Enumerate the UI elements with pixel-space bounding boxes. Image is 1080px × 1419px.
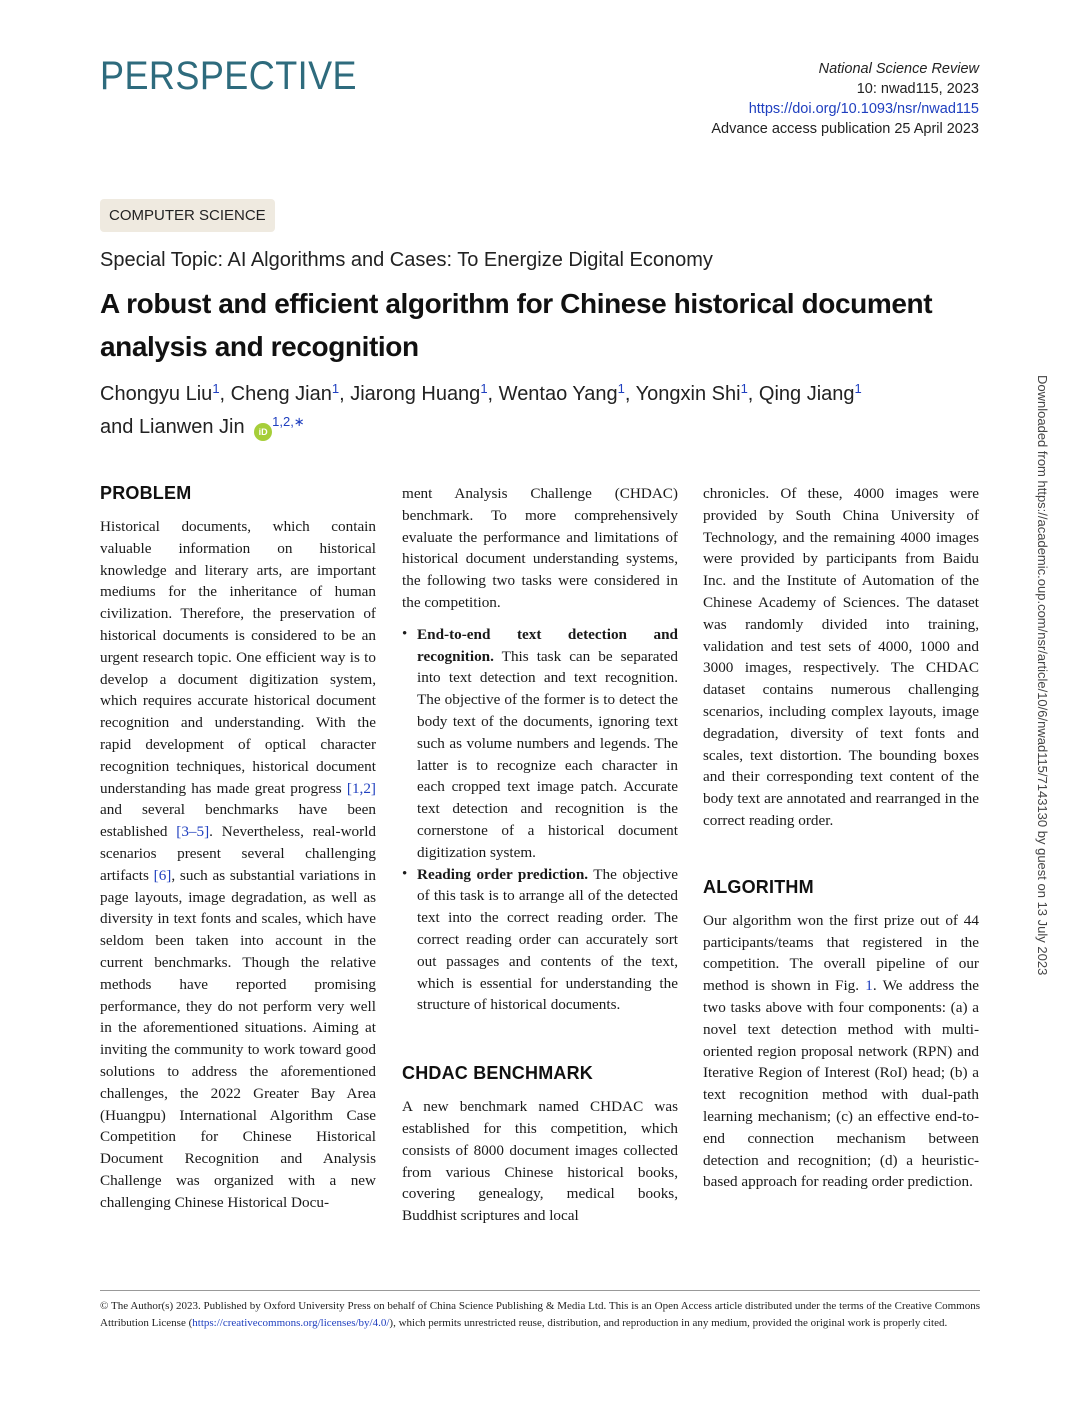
author[interactable]: Lianwen Jin $iD^{1,2,∗}$ [139, 416, 305, 438]
journal-name: National Science Review [818, 61, 979, 77]
column-1 [100, 480, 376, 1214]
algorithm-paragraph: Our algorithm won the first prize out of 44 participants/teams that registered in the competition. The overall pipeline of our method is shown in Fig. 1. We address the two tasks above with four components: (a) a novel text detection method with multi-oriented region proposal network (RPN) and Iterative Region of Interest (RoI) head; (b) a text recognition method with dual-path learning mechanism; (c) an effective end-to-end connection mechanism between detection and recognition; (d) a heuristic-based approach for reading order prediction. [703, 911, 979, 1191]
paper-title: A robust and efficient algorithm for Chinese historical document analysis and recognition [100, 288, 933, 362]
license-note: © The Author(s) 2023. Published by Oxford University Press on behalf of China Science Publishing & Media Ltd. This is an Open Access article distributed under the terms of the Creative Commons Attribution License (https://creativecommons.org/licenses/by/4.0/), which permits unrestricted reuse, distribution, and reproduction in any medium, provided the original work is properly cited. [100, 1300, 980, 1329]
volume-info: 10: nwad115, 2023 [856, 81, 979, 97]
benchmark-paragraph: A new benchmark named CHDAC was established for this competition, which consists of 8000 document images collected from various Chinese historical books, covering genealogy, medical books, Buddhist scriptures and local [402, 1098, 678, 1225]
list-item: • End-to-end text detection and recognition. This task can be separated into text detection and text recognition. The objective of the former is to detect the body text of the documents, ignoring text such as volume numbers and legends. The latter is to recognize each character in each cropped text image patch. Accurate text detection and recognition is the cornerstone of a historical document digitization system. [402, 624, 678, 864]
section-heading-benchmark: CHDAC BENCHMARK [402, 1063, 593, 1084]
license-link[interactable]: https://creativecommons.org/licenses/by/4.0/ [192, 1317, 390, 1329]
footer-divider [100, 1290, 980, 1291]
task-list [402, 624, 678, 1016]
citation-link[interactable]: [1,2] [346, 779, 376, 797]
doi-link[interactable]: https://doi.org/10.1093/nsr/nwad115 [748, 101, 979, 117]
article-type-label: PERSPECTIVE [100, 54, 358, 98]
column-3 [703, 483, 979, 1193]
author-list: Chongyu Liu$^1$, Cheng Jian$^1$, Jiarong Huang$^1$, Wentao Yang$^1$, Yongxin Shi$^1$, Qing Jiang$^1$ and Lianwen Jin $iD^{1,2,∗}$ [100, 378, 980, 444]
orcid-icon[interactable]: iD [254, 423, 272, 441]
benchmark-paragraph-continued: chronicles. Of these, 4000 images were provided by South China University of Technology, and the remaining 4000 images were provided by participants from Baidu Inc. and the Institute of Automation of the Chinese Academy of Sciences. The dataset was randomly divided into training, validation and test sets of 4000, 1000 and 3000 images, respectively. The CHDAC dataset contains numerous challenging scenarios, including complex layouts, image degradation, diversity of text fonts and scales, text distortion. The bounding boxes and their corresponding text content of the body text are annotated and rearranged in the correct reading order. [703, 485, 979, 829]
problem-paragraph: Historical documents, which contain valuable information on historical knowledge and literary arts, are important mediums for the inheritance of human civilization. Therefore, the preservation of historical documents is considered to be an urgent research topic. One efficient way is to develop a document digitization system, which requires accurate historical document recognition and understanding. With the rapid development of optical character recognition techniques, historical document understanding has made great progress [1,2] and several benchmarks have been established [3–5]. Nevertheless, real-world scenarios present several challenging artifacts [6], such as substantial variations in page layouts, image degradation, as well as diversity in text fonts and scales, which have seldom been taken into account in the current benchmarks. Though the relative methods have reported promising performance, they do not perform very well in the aforementioned situations. Aiming at inviting the community to work toward good solutions to address the aforementioned challenges, the 2022 Greater Bay Area (Huangpu) International Algorithm Case Competition for Chinese Historical Document Recognition and Analysis Challenge was organized with a new challenging Chinese Historical Docu- [100, 518, 377, 1211]
column-2 [402, 483, 678, 1227]
citation-link[interactable]: [6] [153, 866, 172, 884]
figure-link[interactable]: 1 [865, 977, 873, 995]
author[interactable]: Wentao Yang$^1$ [498, 381, 625, 405]
list-item: • Reading order prediction. The objective of this task is to arrange all of the detected text into the correct reading order. The correct reading order can accurately sort out passages and contents of the text, which is essential for understanding the structure of historical documents. [402, 864, 678, 1017]
section-heading-algorithm: ALGORITHM [703, 876, 814, 897]
problem-paragraph-continued: ment Analysis Challenge (CHDAC) benchmark. To more comprehensively evaluate the performance and limitations of historical document understanding systems, the following two tasks were considered in the competition. [402, 485, 678, 611]
citation-link[interactable]: [3–5] [176, 823, 210, 841]
author[interactable]: Qing Jiang$^1$ [758, 381, 862, 405]
author[interactable]: Chongyu Liu$^1$ [100, 381, 220, 405]
journal-meta [711, 59, 979, 139]
subject-badge: COMPUTER SCIENCE [100, 199, 275, 232]
author[interactable]: Jiarong Huang$^1$ [350, 381, 488, 405]
special-topic: Special Topic: AI Algorithms and Cases: To Energize Digital Economy [100, 249, 713, 271]
download-side-note: Downloaded from https://academic.oup.com/nsr/article/10/6/nwad115/7143130 by guest on 13 July 2023 [1035, 375, 1050, 976]
author[interactable]: Cheng Jian$^1$ [230, 381, 340, 405]
section-heading-problem: PROBLEM [100, 483, 192, 503]
author[interactable]: Yongxin Shi$^1$ [635, 381, 748, 405]
publication-date: Advance access publication 25 April 2023 [711, 121, 979, 137]
